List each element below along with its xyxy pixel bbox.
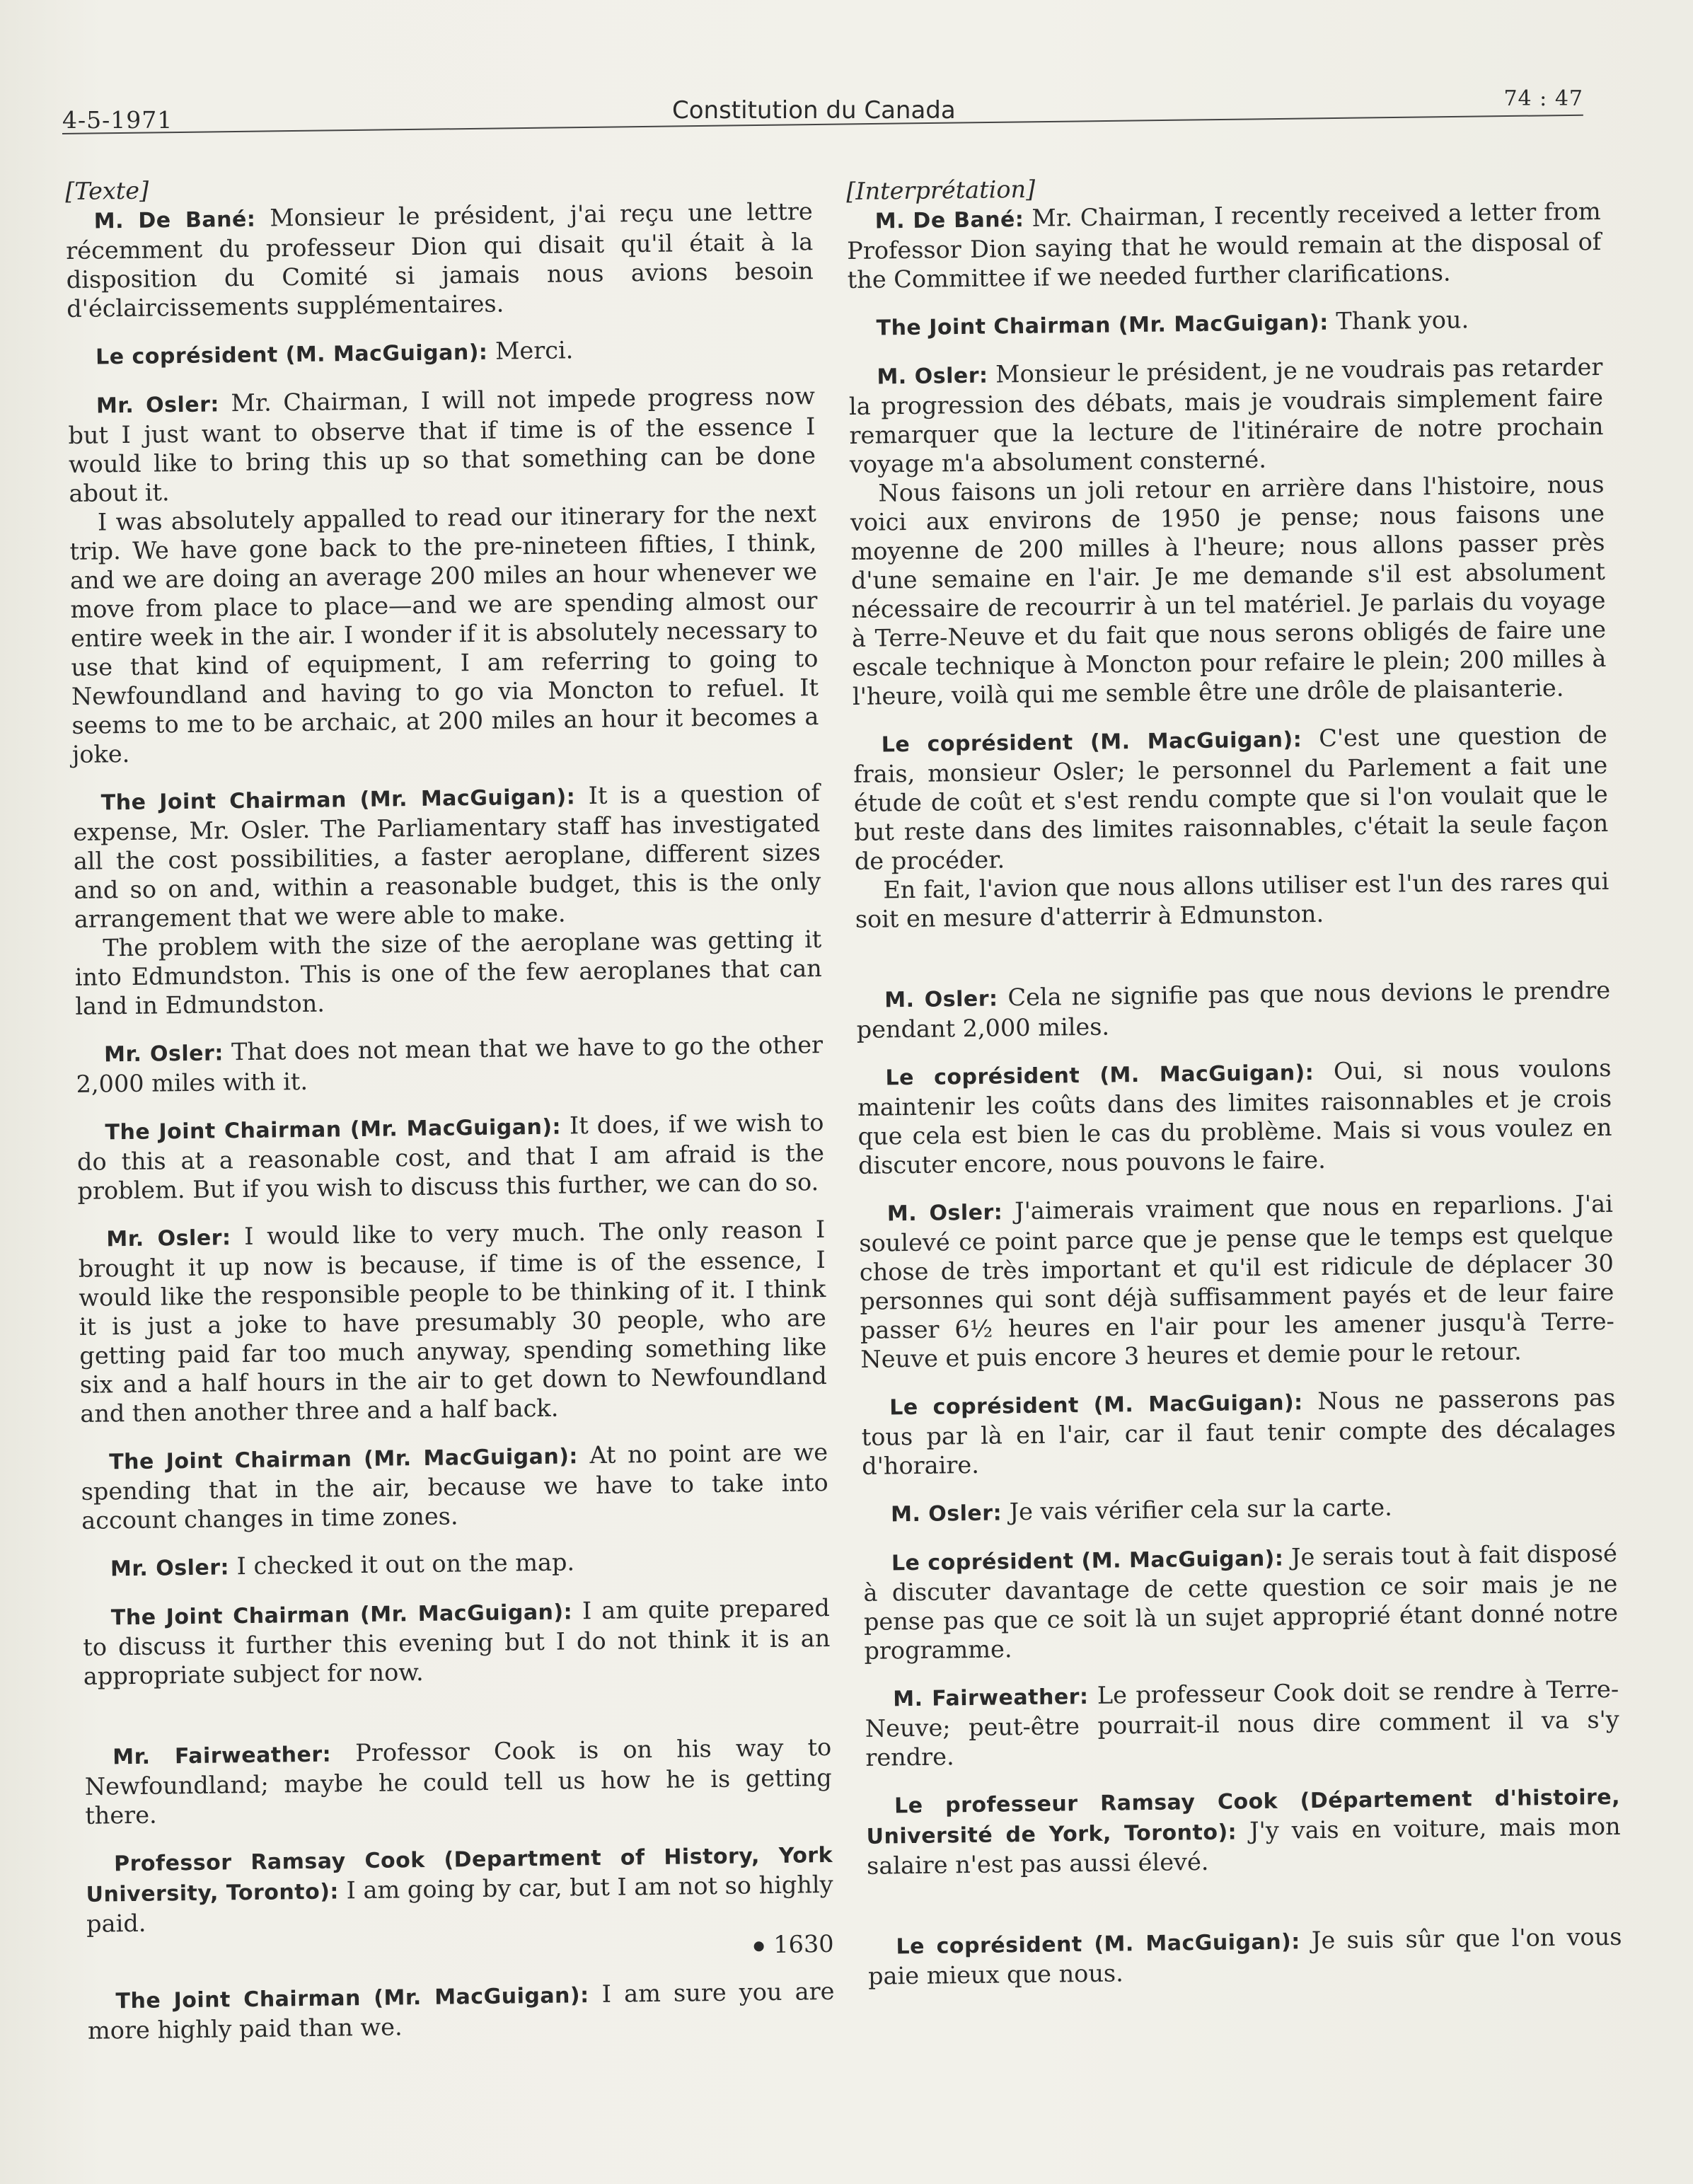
- speaker: Le coprésident (M. MacGuigan):: [95, 340, 488, 370]
- paragraph: [81, 1438, 828, 1535]
- paragraph: [78, 1215, 827, 1428]
- speech: Je suis sûr que l'on vous paie mieux que nous.: [867, 1922, 1622, 1990]
- speaker: The Joint Chairman (Mr. MacGuigan):: [110, 1600, 573, 1631]
- speech: Monsieur le président, j'ai reçu une lettre récemment du professeur Dion qui disait qu'il était à la disposition du Comité si jamais nous avions besoin d'éclaircissements supplémentaires.: [66, 197, 814, 323]
- speaker: The Joint Chairman (Mr. MacGuigan):: [115, 1983, 589, 2014]
- speech: Je serais tout à fait disposé à discuter davantage de cette question ce soir mais je ne pense pas que ce soit là un sujet approprié étant donné notre programme.: [863, 1539, 1619, 1665]
- column-marker: [Texte]: [65, 176, 149, 205]
- paragraph: I was absolutely appalled to read our itinerary for the next trip. We have gone back to the pre-nineteen fifties, I think, and we are doing an average 200 miles an hour whenever we move from place to place—and we are spending almost our entire week in the air. I wonder if it is absolutely necessary to use that kind of equipment, I am referring to going to Newfoundland and having to go via Moncton to refuel. It seems to me to be archaic, at 200 miles an hour it becomes a joke.: [69, 499, 819, 768]
- paragraph: Nous faisons un joli retour en arrière dans l'histoire, nous voici aux environs de 1950 je pense; nous faisons une moyenne de 200 milles à l'heure; nous allons passer près d'une semaine en l'air. Je me demande s'il est absolument nécessaire de recourrir à un tel matériel. Je parlais du voyage à Terre-Neuve et du fait que nous serons obligés de faire une escale technique à Moncton pour refaire le plein; 200 milles à l'heure, voilà qui me semble être une drôle de plaisanterie.: [850, 470, 1607, 710]
- speaker: Le coprésident (M. MacGuigan):: [881, 727, 1302, 758]
- header-page-number: 74 : 47: [1503, 86, 1583, 111]
- paragraph: [66, 197, 814, 323]
- speaker: M. Fairweather:: [893, 1684, 1089, 1712]
- paragraph: [84, 1733, 832, 1830]
- speech: C'est une question de frais, monsieur Osler; le personnel du Parlement a fait une étude de coût et s'est rendu compte que si l'on voulait que le but reste dans des limites raisonnables, c'était la seule façon de procéder.: [853, 720, 1609, 875]
- speech: Mr. Chairman, I recently received a letter from Professor Dion saying that he would remain at the disposal of the Committee if we needed further clarifications.: [847, 197, 1602, 294]
- paragraph: [76, 1030, 824, 1099]
- paragraph: [76, 1108, 824, 1206]
- speech: I am quite prepared to discuss it further this evening but I do not think it is an appropriate subject for now.: [83, 1593, 831, 1690]
- paragraph: [847, 197, 1602, 294]
- paragraph: [861, 1383, 1616, 1481]
- paragraph: [856, 976, 1611, 1044]
- speaker: Le professeur Ramsay Cook (Département d'histoire, Université de York, Toronto):: [866, 1784, 1621, 1849]
- left-column: [65, 168, 835, 2045]
- paragraph: [853, 720, 1609, 876]
- time-label: 1630: [773, 1929, 834, 1958]
- header-date: 4-5-1971: [62, 106, 173, 134]
- bullet-icon: [753, 1941, 763, 1951]
- speaker: Le coprésident (M. MacGuigan):: [885, 1061, 1314, 1091]
- speaker: M. Osler:: [890, 1501, 1002, 1527]
- speaker: Mr. Osler:: [110, 1555, 230, 1582]
- speaker: M. De Bané:: [93, 207, 256, 234]
- speaker: Mr. Osler:: [103, 1041, 224, 1068]
- speaker: The Joint Chairman (Mr. MacGuigan):: [100, 785, 576, 816]
- speech: Merci.: [487, 336, 574, 365]
- paragraph: [859, 1189, 1615, 1374]
- speech: Je vais vérifier cela sur la carte.: [1001, 1493, 1392, 1526]
- speech: I would like to very much. The only reason I brought it up now is because, if time is of the essence, I would like the responsible people to be thinking of it. I think it is just a joke to have presumably 30 people, who are getting paid far too much anyway, spending something like six and a half hours in the air to get down to Newfoundland and then another three and a half back.: [78, 1215, 828, 1428]
- paragraph: [865, 1675, 1619, 1772]
- paragraph: [83, 1593, 831, 1691]
- paragraph: [87, 1977, 835, 2045]
- speaker: Le coprésident (M. MacGuigan):: [889, 1390, 1303, 1421]
- paragraph: [857, 1053, 1612, 1180]
- paragraph: [67, 333, 814, 372]
- speaker: Mr. Osler:: [96, 392, 220, 419]
- paragraph: [73, 778, 821, 934]
- right-column: [846, 168, 1622, 1991]
- paragraph: [863, 1539, 1619, 1665]
- speaker: Le coprésident (M. MacGuigan):: [891, 1546, 1284, 1576]
- speaker: M. Osler:: [877, 363, 988, 390]
- speaker: M. Osler:: [884, 986, 998, 1013]
- page-header: [62, 79, 1583, 136]
- paragraph: The problem with the size of the aeroplane was getting it into Edmundston. This is one of the few aeroplanes that can land in Edmundston.: [74, 925, 822, 1020]
- speaker: M. Osler:: [886, 1200, 1003, 1227]
- speech: Professor Cook is on his way to Newfoundland; maybe he could tell us how he is getting there.: [84, 1733, 832, 1830]
- speech: That does not mean that we have to go the other 2,000 miles with it.: [76, 1031, 824, 1098]
- speaker: Mr. Fairweather:: [112, 1742, 332, 1770]
- paragraph: En fait, l'avion que nous allons utiliser est l'un des rares qui soit en mesure d'atterrir à Edmunston.: [855, 867, 1610, 933]
- speaker: M. De Bané:: [874, 207, 1024, 234]
- column-marker: [Interprétation]: [846, 175, 1036, 205]
- speech: I checked it out on the map.: [229, 1548, 575, 1581]
- speech: Cela ne signifie pas que nous devions le prendre pendant 2,000 miles.: [856, 976, 1611, 1044]
- speech: I am going by car, but I am not so highly paid.: [86, 1870, 833, 1938]
- speech: Mr. Chairman, I will not impede progress now but I just want to observe that if time is of the essence I would like to bring this up so that something can be done about it.: [68, 382, 816, 507]
- paragraph: [848, 352, 1604, 479]
- speaker: The Joint Chairman (Mr. MacGuigan):: [108, 1444, 579, 1475]
- header-title: Constitution du Canada: [672, 96, 956, 125]
- paragraph: [862, 1490, 1617, 1530]
- speech: Oui, si nous voulons maintenir les coûts dans des limites raisonnables et je crois que cela est bien le cas du problème. Mais si vous voulez en discuter encore, nous pouvons le faire.: [857, 1053, 1612, 1179]
- paragraph: [68, 381, 816, 508]
- speech: Thank you.: [1328, 306, 1469, 335]
- speech: It is a question of expense, Mr. Osler. The Parliamentary staff has investigated all the cost possibilities, a faster aeroplane, different sizes and so on and, within a reasonable budget, this is the only arrangement that we were able to make.: [73, 779, 821, 933]
- paragraph: [848, 304, 1602, 343]
- speaker: Mr. Osler:: [106, 1225, 231, 1252]
- speech: It does, if we wish to do this at a reasonable cost, and that I am afraid is the problem. But if you wish to discuss this further, we can do so.: [76, 1108, 825, 1205]
- speaker: Le coprésident (M. MacGuigan):: [896, 1929, 1300, 1960]
- speaker: Professor Ramsay Cook (Department of History, York University, Toronto):: [86, 1842, 833, 1907]
- speech: J'y vais en voiture, mais mon salaire n'est pas aussi élevé.: [866, 1812, 1621, 1880]
- speech: Nous ne passerons pas tous par là en l'air, car il faut tenir compte des décalages d'horaire.: [861, 1383, 1616, 1480]
- speaker: The Joint Chairman (Mr. MacGuigan):: [876, 310, 1329, 341]
- paragraph: [867, 1922, 1622, 1991]
- paragraph: [86, 1839, 833, 1939]
- speech: Le professeur Cook doit se rendre à Terre-Neuve; peut-être pourrait-il nous dire comment il va s'y rendre.: [865, 1675, 1619, 1772]
- speech: I am sure you are more highly paid than we.: [87, 1977, 835, 2045]
- paragraph: [866, 1781, 1621, 1880]
- paragraph: [82, 1544, 829, 1584]
- speech: J'aimerais vraiment que nous en reparlions. J'ai soulevé ce point parce que je pense que le temps est quelque chose de très important et qu'il est ridicule de déplacer 30 personnes qui sont déjà suffisamment payés et de leur faire passer 6½ heures en l'air pour les amener jusqu'à Terre-Neuve et puis encore 3 heures et demie pour le retour.: [859, 1189, 1615, 1373]
- speech: Monsieur le président, je ne voudrais pas retarder la progression des débats, mais je voudrais simplement faire remarquer que la lecture de l'itinéraire de notre prochain voyage m'a absolument consterné.: [848, 352, 1604, 478]
- speaker: The Joint Chairman (Mr. MacGuigan):: [105, 1114, 562, 1145]
- speech: At no point are we spending that in the air, because we have to take into account changes in time zones.: [81, 1438, 828, 1535]
